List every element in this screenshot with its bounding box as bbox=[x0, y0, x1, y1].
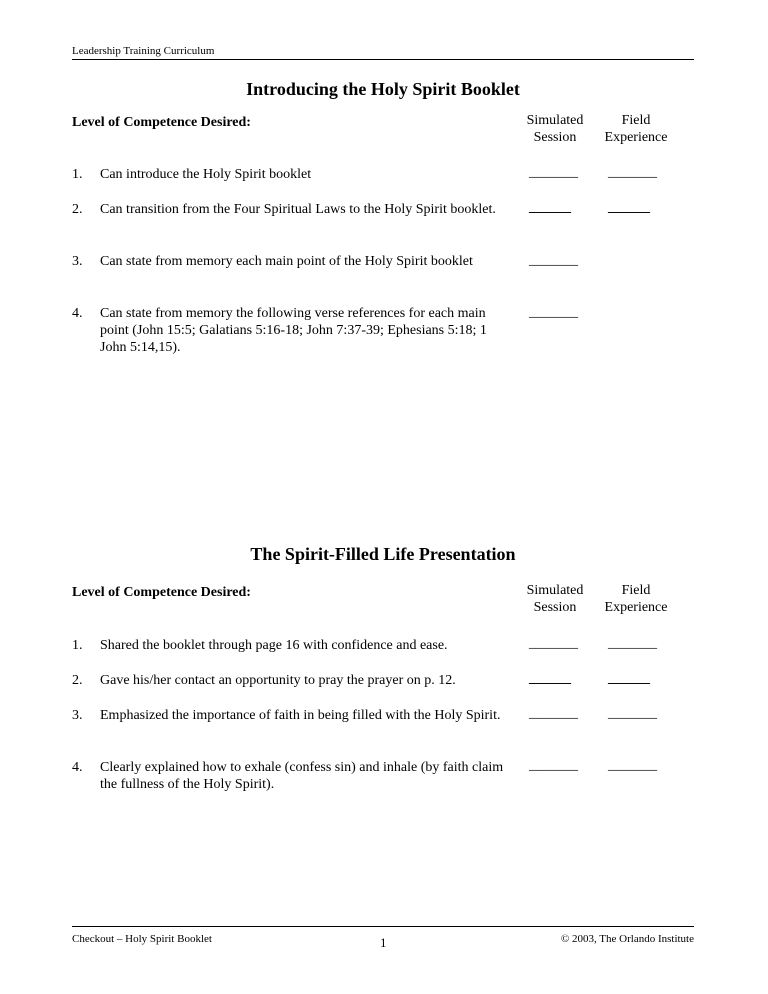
section2-item-1-field-blank: _______ bbox=[608, 636, 657, 651]
item-text: Shared the booklet through page 16 with confidence and ease. bbox=[100, 638, 448, 653]
section2-item-3-field-blank: _______ bbox=[608, 706, 657, 721]
col-field-line1: Field bbox=[621, 113, 651, 128]
running-header bbox=[72, 45, 694, 60]
item-number: 1. bbox=[72, 638, 83, 653]
item-text: Emphasized the importance of faith in being filled with the Holy Spirit. bbox=[100, 708, 501, 723]
section2-item-4-simulated-blank: _______ bbox=[529, 758, 578, 773]
section2-item-2-simulated-blank: ______ bbox=[529, 671, 571, 686]
item-text: Can state from memory each main point of the Holy Spirit booklet bbox=[100, 254, 473, 269]
item-text: Clearly explained how to exhale (confess sin) and inhale (by faith claim the fullness of the Holy Spirit). bbox=[100, 760, 504, 792]
section1-item-2-simulated-blank: ______ bbox=[529, 200, 571, 215]
col-simulated-line1: Simulated bbox=[526, 583, 584, 598]
section2-item-2-field-blank: ______ bbox=[608, 671, 650, 686]
section1-item-2-field-blank: ______ bbox=[608, 200, 650, 215]
item-number: 3. bbox=[72, 708, 83, 723]
page-number: 1 bbox=[380, 935, 387, 950]
footer-rule bbox=[72, 926, 694, 927]
section1-item-4-simulated-blank: _______ bbox=[529, 305, 578, 320]
section2-col-field bbox=[586, 582, 686, 616]
item-number: 2. bbox=[72, 673, 83, 688]
col-simulated-line2: Session bbox=[533, 130, 577, 145]
item-text: Can state from memory the following verse references for each main point (John 15:5; Galatians 5:16-18; John 7:37-39; Ephesians 5:18; 1 John 5:14,15). bbox=[100, 306, 487, 355]
item-number: 1. bbox=[72, 167, 83, 182]
footer-left: Checkout – Holy Spirit Booklet bbox=[72, 933, 212, 945]
header-text: Leadership Training Curriculum bbox=[72, 45, 215, 57]
col-simulated-line1: Simulated bbox=[526, 113, 584, 128]
section2-item-3-simulated-blank: _______ bbox=[529, 706, 578, 721]
footer-right: © 2003, The Orlando Institute bbox=[560, 933, 694, 945]
item-text: Gave his/her contact an opportunity to pray the prayer on p. 12. bbox=[100, 673, 456, 688]
section2-level-label: Level of Competence Desired: bbox=[72, 585, 251, 600]
section2-item-4-field-blank: _______ bbox=[608, 758, 657, 773]
item-number: 2. bbox=[72, 202, 83, 217]
item-text: Can transition from the Four Spiritual Laws to the Holy Spirit booklet. bbox=[100, 202, 496, 217]
section1-title: Introducing the Holy Spirit Booklet bbox=[246, 79, 520, 99]
col-field-line2: Experience bbox=[604, 130, 668, 145]
section1-item-1-field-blank: _______ bbox=[608, 165, 657, 180]
item-number: 3. bbox=[72, 254, 83, 269]
section1-col-field bbox=[586, 112, 686, 146]
section2-title: The Spirit-Filled Life Presentation bbox=[250, 544, 516, 564]
col-simulated-line2: Session bbox=[533, 600, 577, 615]
item-text: Can introduce the Holy Spirit booklet bbox=[100, 167, 312, 182]
item-number: 4. bbox=[72, 760, 83, 775]
section2-item-1-simulated-blank: _______ bbox=[529, 636, 578, 651]
col-field-line2: Experience bbox=[604, 600, 668, 615]
section1-level-label: Level of Competence Desired: bbox=[72, 115, 251, 130]
col-field-line1: Field bbox=[621, 583, 651, 598]
section1-item-1-simulated-blank: _______ bbox=[529, 165, 578, 180]
section1-item-3-simulated-blank: _______ bbox=[529, 253, 578, 268]
item-number: 4. bbox=[72, 306, 83, 321]
